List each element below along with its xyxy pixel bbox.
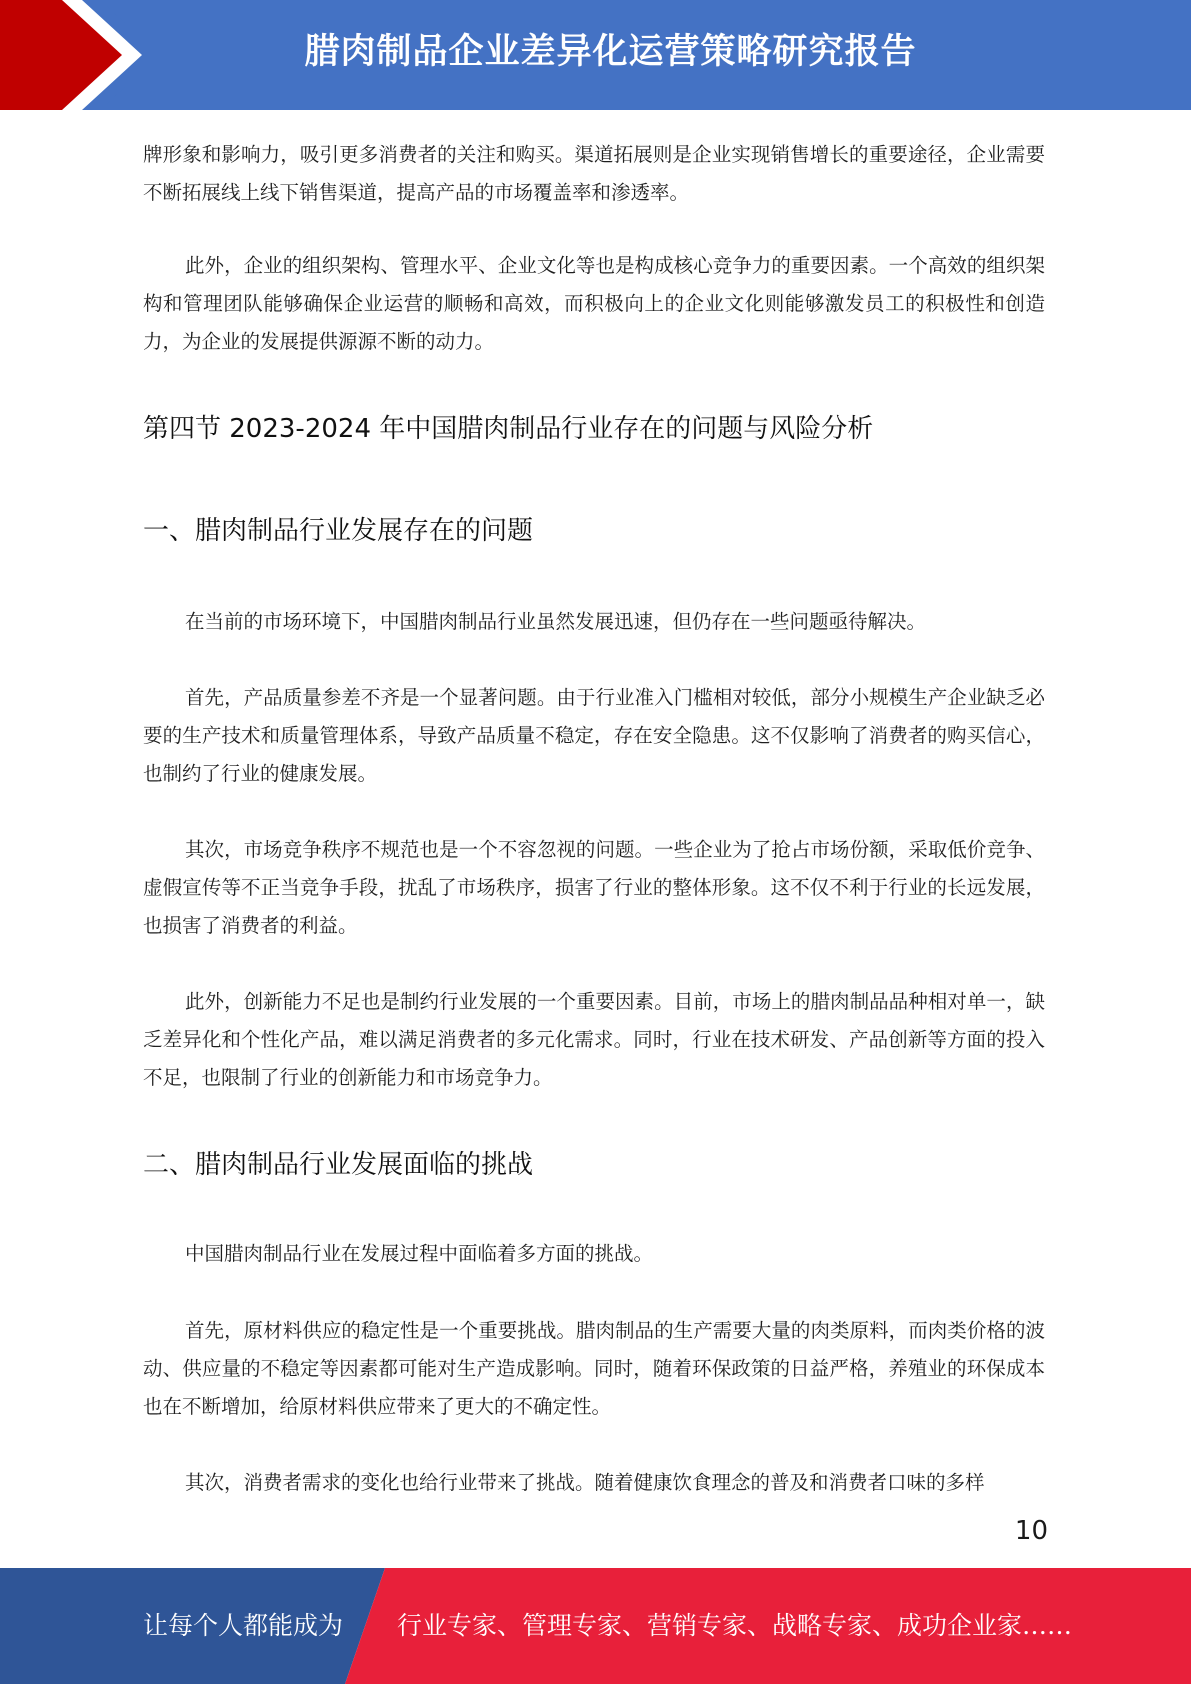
paragraph-raw-materials: 首先，原材料供应的稳定性是一个重要挑战。腊肉制品的生产需要大量的肉类原料，而肉类价格的波动、供应量的不稳定等因素都可能对生产造成影响。同时，随着环保政策的日益严格，养殖业的环保成本也在不断增加，给原材料供应带来了更大的不确定性。 xyxy=(143,1319,1045,1418)
paragraph-organization: 此外，企业的组织架构、管理水平、企业文化等也是构成核心竞争力的重要因素。一个高效的组织架构和管理团队能够确保企业运营的顺畅和高效，而积极向上的企业文化则能够激发员工的积极性和创造力，为企业的发展提供源源不断的动力。 xyxy=(143,254,1045,353)
paragraph-problems-intro: 在当前的市场环境下，中国腊肉制品行业虽然发展迅速，但仍存在一些问题亟待解决。 xyxy=(185,610,927,633)
paragraph-competition: 其次，市场竞争秩序不规范也是一个不容忽视的问题。一些企业为了抢占市场份额，采取低价竞争、虚假宣传等不正当竞争手段，扰乱了市场秩序，损害了行业的整体形象。这不仅不利于行业的长远发展，也损害了消费者的利益。 xyxy=(143,838,1045,937)
page-number: 10 xyxy=(1014,1516,1048,1546)
paragraph-quality: 首先，产品质量参差不齐是一个显著问题。由于行业准入门槛相对较低，部分小规模生产企业缺乏必要的生产技术和质量管理体系，导致产品质量不稳定，存在安全隐患。这不仅影响了消费者的购买信心，也制约了行业的健康发展。 xyxy=(143,686,1045,785)
paragraph-challenges-intro: 中国腊肉制品行业在发展过程中面临着多方面的挑战。 xyxy=(185,1242,654,1265)
subheading-problems: 一、腊肉制品行业发展存在的问题 xyxy=(143,516,534,546)
header-title: 腊肉制品企业差异化运营策略研究报告 xyxy=(304,32,917,72)
paragraph-brand-channel: 牌形象和影响力，吸引更多消费者的关注和购买。渠道拓展则是企业实现销售增长的重要途径，企业需要不断拓展线上线下销售渠道，提高产品的市场覆盖率和渗透率。 xyxy=(143,143,1045,204)
page-header xyxy=(0,0,1191,110)
paragraph-innovation: 此外，创新能力不足也是制约行业发展的一个重要因素。目前，市场上的腊肉制品品种相对单一，缺乏差异化和个性化产品，难以满足消费者的多元化需求。同时，行业在技术研发、产品创新等方面的投入不足，也限制了行业的创新能力和市场竞争力。 xyxy=(143,990,1045,1089)
footer-slogan-right: 行业专家、管理专家、营销专家、战略专家、成功企业家…… xyxy=(397,1611,1073,1640)
footer-slogan-left: 让每个人都能成为 xyxy=(143,1611,344,1640)
page-footer xyxy=(0,1568,1191,1684)
section-heading: 第四节 2023-2024 年中国腊肉制品行业存在的问题与风险分析 xyxy=(143,414,874,444)
paragraph-consumer-demand: 其次，消费者需求的变化也给行业带来了挑战。随着健康饮食理念的普及和消费者口味的多样 xyxy=(185,1471,985,1494)
subheading-challenges: 二、腊肉制品行业发展面临的挑战 xyxy=(143,1150,534,1180)
